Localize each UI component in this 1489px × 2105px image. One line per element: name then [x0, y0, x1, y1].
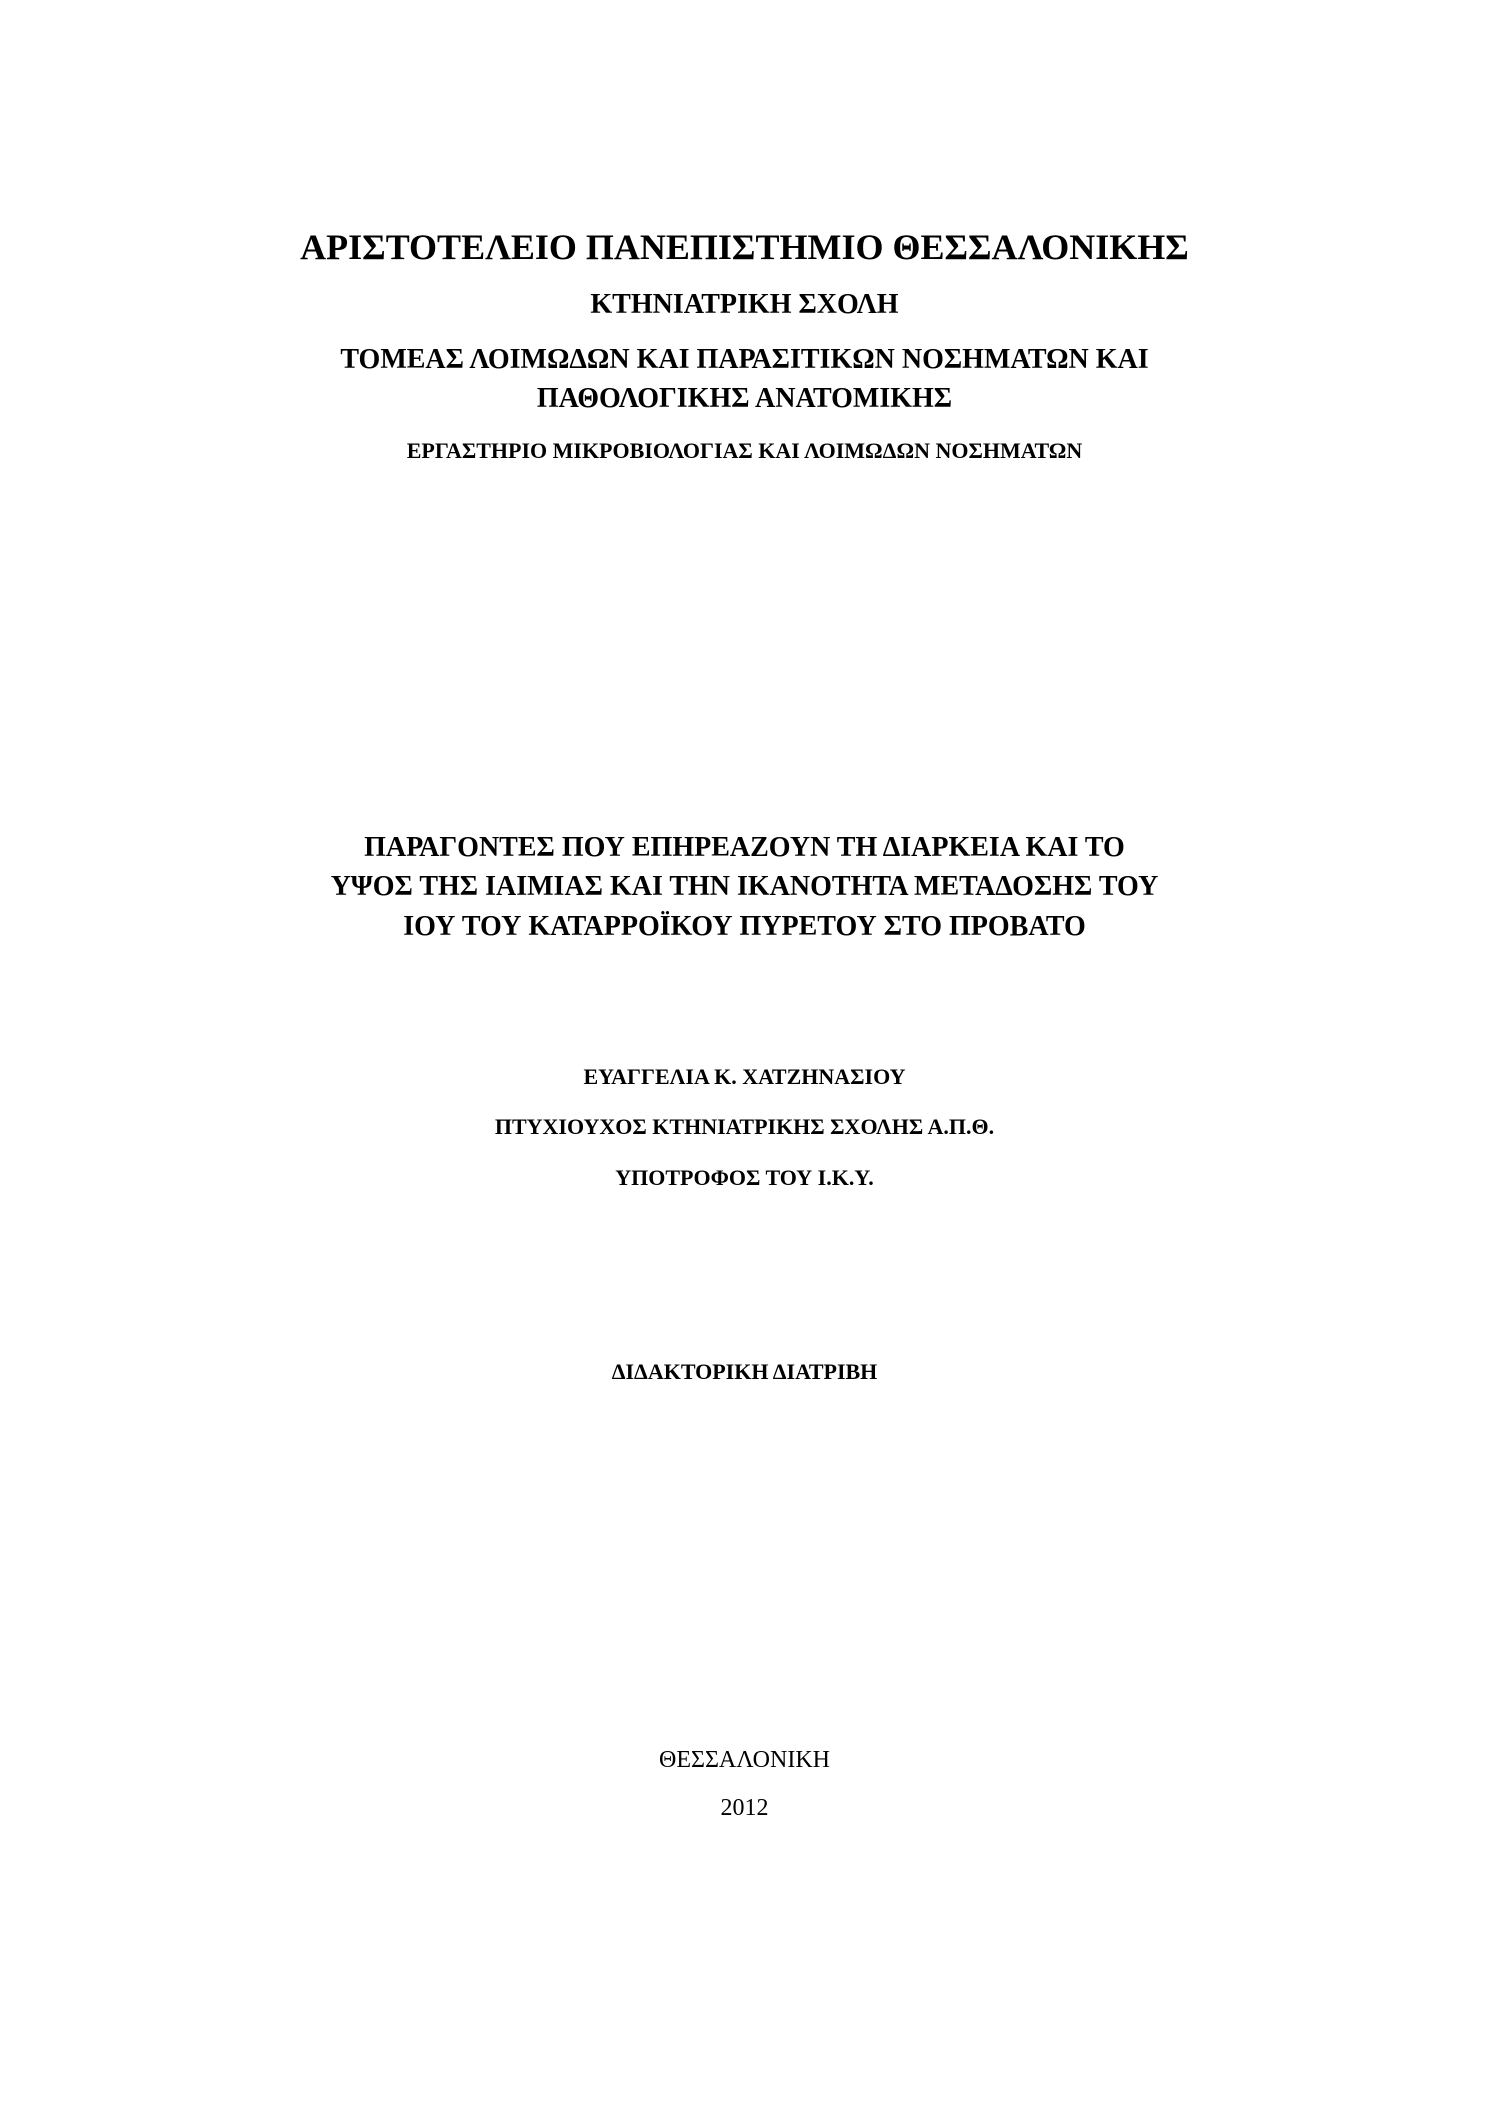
footer-city: ΘΕΣΣΑΛΟΝΙΚΗ [659, 1747, 830, 1773]
thesis-title-line2: ΥΨΟΣ ΤΗΣ ΙΑΙΜΙΑΣ ΚΑΙ ΤΗΝ ΙΚΑΝΟΤΗΤΑ ΜΕΤΑΔΟΣΗΣ ΤΟΥ [330, 871, 1159, 902]
author-scholarship: ΥΠΟΤΡΟΦΟΣ ΤΟΥ Ι.Κ.Υ. [615, 1165, 874, 1190]
school-name: ΚΤΗΝΙΑΤΡΙΚΗ ΣΧΟΛΗ [590, 289, 899, 320]
author-degree: ΠΤΥΧΙΟΥΧΟΣ ΚΤΗΝΙΑΤΡΙΚΗΣ ΣΧΟΛΗΣ Α.Π.Θ. [494, 1114, 995, 1139]
thesis-title-line1: ΠΑΡΑΓΟΝΤΕΣ ΠΟΥ ΕΠΗΡΕΑΖΟΥΝ ΤΗ ΔΙΑΡΚΕΙΑ ΚΑΙ ΤΟ [364, 832, 1125, 863]
thesis-title-line3: ΙΟΥ ΤΟΥ ΚΑΤΑΡΡΟΪΚΟΥ ΠΥΡΕΤΟΥ ΣΤΟ ΠΡΟΒΑΤΟ [403, 911, 1086, 942]
university-name: ΑΡΙΣΤΟΤΕΛΕΙΟ ΠΑΝΕΠΙΣΤΗΜΙΟ ΘΕΣΣΑΛΟΝΙΚΗΣ [300, 227, 1189, 267]
author-name: ΕΥΑΓΓΕΛΙΑ Κ. ΧΑΤΖΗΝΑΣΙΟΥ [583, 1064, 906, 1089]
department-name-line1: ΤΟΜΕΑΣ ΛΟΙΜΩΔΩΝ ΚΑΙ ΠΑΡΑΣΙΤΙΚΩΝ ΝΟΣΗΜΑΤΩΝ ΚΑΙ [340, 344, 1149, 375]
laboratory-name: ΕΡΓΑΣΤΗΡΙΟ ΜΙΚΡΟΒΙΟΛΟΓΙΑΣ ΚΑΙ ΛΟΙΜΩΔΩΝ ΝΟΣΗΜΑΤΩΝ [406, 438, 1083, 463]
footer-year: 2012 [720, 1795, 769, 1821]
department-name-line2: ΠΑΘΟΛΟΓΙΚΗΣ ΑΝΑΤΟΜΙΚΗΣ [536, 383, 953, 414]
document-type: ΔΙΔΑΚΤΟΡΙΚΗ ΔΙΑΤΡΙΒΗ [611, 1359, 878, 1384]
